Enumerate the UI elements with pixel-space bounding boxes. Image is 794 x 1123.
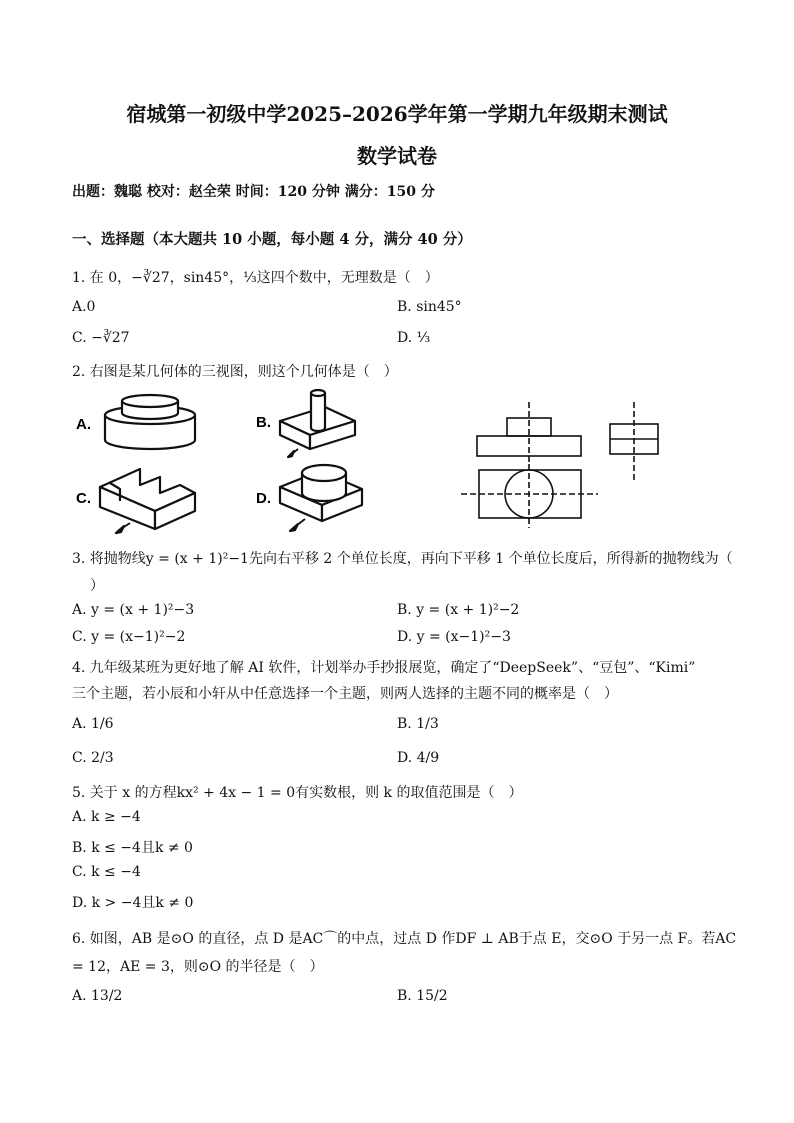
exam-title: 宿城第一初级中学2025–2026学年第一学期九年级期末测试 <box>126 102 668 126</box>
question-5-option-b: B. k ≤ −4且k ≠ 0 <box>72 840 193 856</box>
option-a-solid <box>105 395 195 449</box>
exam-subtitle: 数学试卷 <box>357 144 437 168</box>
question-4-option-c: C. 2/3 <box>72 750 114 766</box>
question-4-stem-line1: 4. 九年级某班为更好地了解 AI 软件，计划举办手抄报展览，确定了“DeepSeek”、“豆包”、“Kimi” <box>72 660 696 676</box>
question-6-option-a: A. 13/2 <box>72 988 123 1004</box>
question-3-option-c: C. y = (x−1)²−2 <box>72 629 186 645</box>
option-d-solid <box>280 465 362 531</box>
question-3-option-a: A. y = (x + 1)²−3 <box>72 602 195 618</box>
option-b-solid <box>280 390 355 457</box>
question-6-stem-line1: 6. 如图，AB 是⊙O 的直径，点 D 是AC⌒的中点，过点 D 作DF ⊥ AB于点 E，交⊙O 于另一点 F。若AC <box>72 931 737 947</box>
question-3-option-d: D. y = (x−1)²−3 <box>397 629 511 645</box>
top-view <box>461 464 598 528</box>
section-title: 一、选择题（本大题共 10 小题，每小题 4 分，满分 40 分） <box>72 231 472 248</box>
solid-label-c: C. <box>76 490 91 507</box>
question-4-option-a: A. 1/6 <box>72 716 114 732</box>
solid-options-figure <box>70 385 380 545</box>
question-5-option-a: A. k ≥ −4 <box>72 809 141 825</box>
solid-label-d: D. <box>256 490 271 507</box>
question-4-option-d: D. 4/9 <box>397 750 440 766</box>
side-view <box>610 402 658 482</box>
question-1-option-a: A.0 <box>72 299 96 315</box>
question-2-stem: 2. 右图是某几何体的三视图，则这个几何体是（ ） <box>72 364 398 380</box>
question-3-option-b: B. y = (x + 1)²−2 <box>397 602 520 618</box>
option-c-solid <box>100 469 195 533</box>
solid-label-b: B. <box>256 414 271 431</box>
question-1-option-d: D. ⅓ <box>397 330 431 346</box>
exam-meta: 出题：魏聪 校对：赵全荣 时间：120 分钟 满分：150 分 <box>72 184 435 200</box>
solid-label-a: A. <box>76 416 91 433</box>
front-view <box>477 402 581 464</box>
question-5-option-c: C. k ≤ −4 <box>72 864 141 880</box>
question-5-option-d: D. k > −4且k ≠ 0 <box>72 895 194 911</box>
three-views-figure <box>455 398 670 533</box>
question-3-stem-line2: ） <box>90 578 104 594</box>
question-1-option-c: C. −∛27 <box>72 330 130 346</box>
question-1-option-b: B. sin45° <box>397 299 462 315</box>
question-6-option-b: B. 15/2 <box>397 988 448 1004</box>
question-5-stem: 5. 关于 x 的方程kx² + 4x − 1 = 0有实数根，则 k 的取值范围是（ ） <box>72 785 523 801</box>
question-3-stem-line1: 3. 将抛物线y = (x + 1)²−1先向右平移 2 个单位长度，再向下平移 1 个单位长度后，所得新的抛物线为（ <box>72 551 733 567</box>
question-4-option-b: B. 1/3 <box>397 716 439 732</box>
question-6-stem-line2: = 12，AE = 3，则⊙O 的半径是（ ） <box>72 959 324 975</box>
question-1-stem: 1. 在 0，−∛27，sin45°，⅓这四个数中，无理数是（ ） <box>72 270 439 286</box>
question-4-stem-line2: 三个主题，若小辰和小轩从中任意选择一个主题，则两人选择的主题不同的概率是（ ） <box>72 686 618 702</box>
